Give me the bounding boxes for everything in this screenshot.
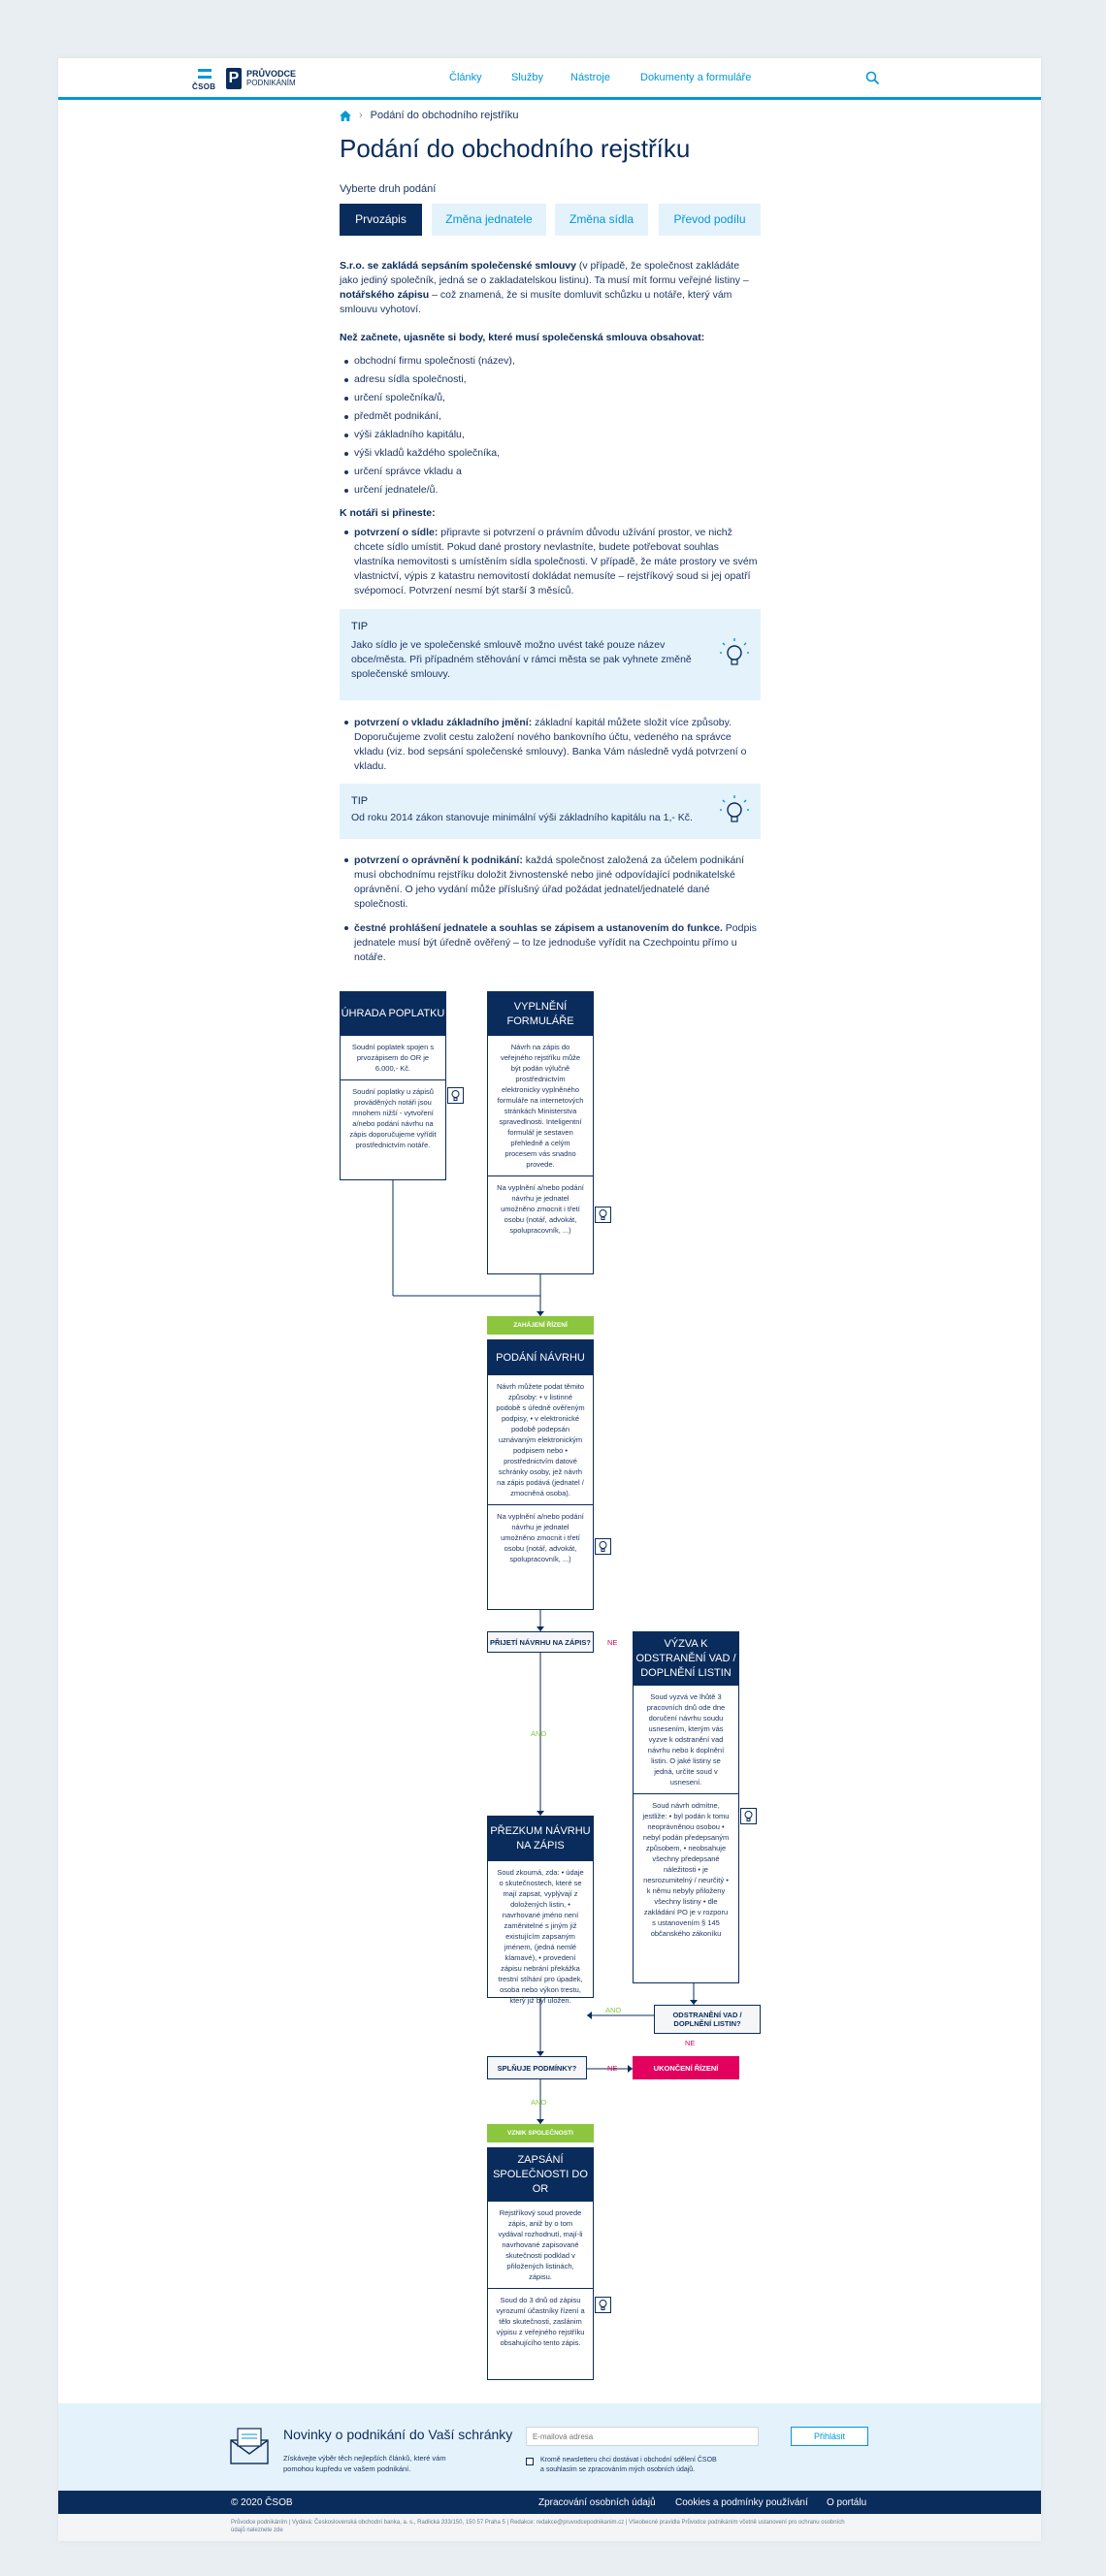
step-tip: Soud návrh odmítne, jestliže: • byl podán k tomu neoprávněnou osobou • nebyl podán předepsaným způsobem, • neobsahuje všechny předepsané náležitosti • je nesrozumitelný / neurčitý • k němu nebyly přiloženy všechny listiny • dle zakládání PO je v rozporu s ustanovením § 145 občanského zákoníku xyxy=(634,1793,738,1945)
list-item: určení společníka/ů, xyxy=(354,392,445,403)
tab-zmena-sidla[interactable]: Změna sídla xyxy=(555,204,648,236)
step-title: VYPLNĚNÍ FORMULÁŘE xyxy=(488,992,593,1036)
step-body: Soud vyzvá ve lhůtě 3 pracovních dnů ode dne doručení návrhu soudu usnesením, kterým vás vyzve k odstranění vad návrhu nebo k doplnění listin. O jaké listiny se jedná, určíte soud v usnesení. xyxy=(646,1692,726,1787)
step-title: PŘEZKUM NÁVRHU NA ZÁPIS xyxy=(488,1817,593,1861)
newsletter-section xyxy=(58,2403,1041,2491)
checklist-heading: Než začnete, ujasněte si body, které musí společenská smlouva obsahovat: xyxy=(340,332,705,343)
flow-step-vyzva xyxy=(633,1631,739,1983)
lightbulb-icon xyxy=(595,1538,611,1555)
step-title: VÝZVA K ODSTRANĚNÍ VAD / DOPLNĚNÍ LISTIN xyxy=(634,1632,738,1686)
footer-link-gdpr[interactable]: Zpracování osobních údajů xyxy=(538,2497,656,2508)
page-title: Podání do obchodního rejstříku xyxy=(340,134,691,163)
envelope-icon xyxy=(229,2427,270,2465)
intro-paragraph: S.r.o. se zakládá sepsáním společenské smlouvy (v případě, že společnost zakládáte jako jediný společník, jedná se o zakladatelskou listinu). Ta musí mít formu veřejné listiny – notářského zápisu – což znamená, že si musíte domluvit schůzku u notáře, který vám smlouvu vyhotoví. xyxy=(340,260,749,315)
flow-step-uhrada xyxy=(340,991,446,1180)
decision-splnuje: SPLŇUJE PODMÍNKY? xyxy=(487,2056,587,2079)
flow-step-vyplneni xyxy=(487,991,594,1274)
nav-item-dokumenty[interactable]: Dokumenty a formuláře xyxy=(640,72,752,83)
label-ano: ANO xyxy=(605,2006,622,2014)
flow-step-podani xyxy=(487,1339,594,1610)
email-input[interactable] xyxy=(526,2427,759,2446)
step-body: Soudní poplatek spojen s prvozápisem do OR je 6.000,- Kč. xyxy=(351,1043,435,1073)
step-body: Rejstříkový soud provede zápis, aniž by o tom vydával rozhodnutí, mají-li navrhované zapisované skutečnosti podklad v přiložených listinách, zápisu. xyxy=(498,2208,583,2281)
step-body: Návrh můžete podat těmito způsoby: • v listinné podobě s úředně ověřeným podpisy, • v elektronické podobě podepsán uznávaným elektronickým podpisem nebo • prostřednictvím datové schránky osoby, jež návrh na zápis podává (jednatel / zmocněná osoba). xyxy=(496,1382,585,1497)
decision-prijeti: PŘIJETÍ NÁVRHU NA ZÁPIS? xyxy=(487,1631,594,1653)
list-item: určení jednatele/ů. xyxy=(354,484,439,496)
consent-checkbox[interactable] xyxy=(526,2458,534,2465)
notary-heading: K notáři si přineste: xyxy=(340,507,436,519)
step-title: PODÁNÍ NÁVRHU xyxy=(488,1340,593,1375)
chevron-right-icon: › xyxy=(359,110,363,121)
tab-prevod-podilu[interactable]: Převod podílu xyxy=(659,204,761,236)
logo-line1: PRŮVODCE xyxy=(246,69,297,79)
step-body: Soud zkoumá, zda: • údaje o skutečnostech, které se mají zapsat, vyplývají z doložených listin, • navrhované jméno není zaměnitelné s jiným již existujícím zapsaným jménem, (jedná nemlé klamavé), • provedení zápisu nebrání překážka trestní stíhání pro úpadek, osoba nebo výkon trestu, který již byl uložen. xyxy=(497,1868,584,2005)
list-item: předmět podnikání, xyxy=(354,410,441,422)
decision-odstraneni: ODSTRANĚNÍ VAD / DOPLNĚNÍ LISTIN? xyxy=(654,2005,761,2034)
flow-step-zapsani xyxy=(487,2147,594,2380)
footer-legal xyxy=(58,2514,1041,2541)
csob-logo: ČSOB xyxy=(192,68,218,89)
bullet-sidlo: potvrzení o sídle: připravte si potvrzení o právním důvodu užívání prostor, ve nichž chcete sídlo umístit. Pokud dané prostory nevlastníte, budete potřebovat souhlas vlastníka nemovitosti s umístěním sídla společnosti. V případě, že máte prostory ve svém vlastnictví, výpis z katastru nemovitostí dokládat nemusíte – rejstříkový soud si jej opatří svépomocí. Potvrzení nesmí být starší 3 měsíců. xyxy=(354,526,761,598)
copyright: © 2020 ČSOB xyxy=(231,2497,293,2508)
list-item: výši základního kapitálu, xyxy=(354,429,465,440)
bullet-vklad: potvrzení o vkladu základního jmění: základní kapitál můžete složit více způsoby. Doporučujeme zvolit cestu založení nového bankovního účtu, vedeného na správce vkladu (viz. bod sepsání společenské smlouvy). Banka Vám následně vydá potvrzení o vkladu. xyxy=(354,716,761,774)
stage-tag-start: ZAHÁJENÍ ŘÍZENÍ xyxy=(487,1316,594,1335)
newsletter-desc: Získávejte výběr těch nejlepších článků, které vám pomohou kupředu ve vašem podnikání. xyxy=(283,2454,446,2473)
newsletter-title: Novinky o podnikání do Vaší schránky xyxy=(283,2427,513,2442)
list-item: určení správce vkladu a xyxy=(354,466,462,477)
step-title: ZAPSÁNÍ SPOLEČNOSTI DO OR xyxy=(488,2148,593,2202)
bullet-prohlaseni: čestné prohlášení jednatele a souhlas se zápisem a ustanovením do funkce. Podpis jednatele musí být úředně ověřený – to lze jednoduše vyřídit na Czechpointu přímo u notáře. xyxy=(354,921,761,965)
subscribe-button[interactable]: Přihlásit xyxy=(791,2427,868,2446)
footer-link-about[interactable]: O portálu xyxy=(827,2497,867,2508)
list-item: výši vkladů každého společníka, xyxy=(354,447,500,459)
footer xyxy=(58,2491,1041,2514)
footer-legal-text: Průvodce podnikáním | Vydává: Československá obchodní banka, a. s., Radlická 333/150, 150 57 Praha 5 | Redakce: redakce@pruvodcepodnikanim.cz | Všeobecné pravidla Průvodce podnikáním včetně ustanovení pro ochranu osobních údajů naleznete zde xyxy=(231,2520,845,2533)
step-tip: Na vyplnění a/nebo podání návrhu je jednatel umožněno zmocnit i třetí osobu (notář, advokát, spolupracovník, ...) xyxy=(488,1175,593,1241)
breadcrumb-current: Podání do obchodního rejstříku xyxy=(370,110,519,121)
bullet-opravneni: potvrzení o oprávnění k podnikání: každá společnost založená za účelem podnikání musí obchodnímu rejstříku doložit živnostenské nebo jiné odpovídající podnikatelské oprávnění. O jeho vydání může příslušný úřad požádat jednatel/jednatelé dané společnosti. xyxy=(354,853,761,912)
nav-item-clanky[interactable]: Články xyxy=(449,72,482,83)
list-item: obchodní firmu společnosti (název), xyxy=(354,355,515,367)
lightbulb-icon xyxy=(595,1207,611,1223)
stage-tag-vznik: VZNIK SPOLEČNOSTI xyxy=(487,2124,594,2142)
pruvodce-logo-icon: P xyxy=(226,68,242,89)
tab-zmena-jednatele[interactable]: Změna jednatele xyxy=(432,204,546,236)
step-tip: Soudní poplatky u zápisů prováděných notáři jsou mnohem nižší - vytvoření a/nebo podání návrhu na zápis doporučujeme vyřídit prostřednictvím notáře. xyxy=(341,1079,445,1156)
label-ne: NE xyxy=(607,2064,618,2073)
tab-prvozapis[interactable]: Prvozápis xyxy=(340,204,422,236)
tip-heading: TIP xyxy=(351,621,369,632)
step-tip: Soud do 3 dnů od zápisu vyrozumí účastníky řízení a tělo skutečnosti, zaslánim výpisu z veřejného rejstříku obsahujícího tento zápis. xyxy=(488,2288,593,2354)
end-proceedings: UKONČENÍ ŘÍZENÍ xyxy=(633,2056,739,2079)
label-ne: NE xyxy=(607,1638,618,1647)
consent-text: Kromě newsletteru chci dostávat i obchodní sdělení ČSOB a souhlasím se zpracováním mých osobních údajů. xyxy=(540,2457,717,2473)
flow-step-prezkum xyxy=(487,1816,594,2005)
lightbulb-icon xyxy=(447,1087,464,1104)
tip-text: Jako sídlo je ve společenské smlouvě možno uvést také pouze název obce/města. Při případném stěhování v rámci města se pak vyhnete změně společenské smlouvy. xyxy=(351,639,692,680)
step-body: Návrh na zápis do veřejného rejstříku může být podán výlučně prostřednictvím elektronicky vyplněného formuláře na internetových stránkách Ministerstva spravedlnosti. Inteligentní formulář je sestaven přehledně a celým procesem vás snadno provede. xyxy=(497,1043,584,1169)
label-ano: ANO xyxy=(531,2098,547,2107)
tip-text: Od roku 2014 zákon stanovuje minimální výši základního kapitálu na 1,- Kč. xyxy=(351,812,693,823)
lightbulb-icon xyxy=(595,2297,611,2313)
label-ne: NE xyxy=(685,2039,696,2047)
step-title: ÚHRADA POPLATKU xyxy=(341,992,445,1036)
logo-line2: PODNIKÁNÍM xyxy=(246,79,296,87)
lightbulb-icon xyxy=(740,1808,757,1824)
tip-heading: TIP xyxy=(351,795,369,807)
nav-item-nastroje[interactable]: Nástroje xyxy=(570,72,610,83)
list-item: adresu sídla společnosti, xyxy=(354,373,467,385)
choose-label: Vyberte druh podání xyxy=(340,183,437,195)
page xyxy=(58,58,1041,2541)
step-tip: Na vyplnění a/nebo podání návrhu je jednatel umožněno zmocnit i třetí osobu (notář, advokát, spolupracovník, ...) xyxy=(488,1504,593,1570)
footer-link-cookies[interactable]: Cookies a podmínky používání xyxy=(675,2497,808,2508)
label-ano: ANO xyxy=(531,1729,547,1738)
nav-item-sluzby[interactable]: Služby xyxy=(511,72,544,83)
